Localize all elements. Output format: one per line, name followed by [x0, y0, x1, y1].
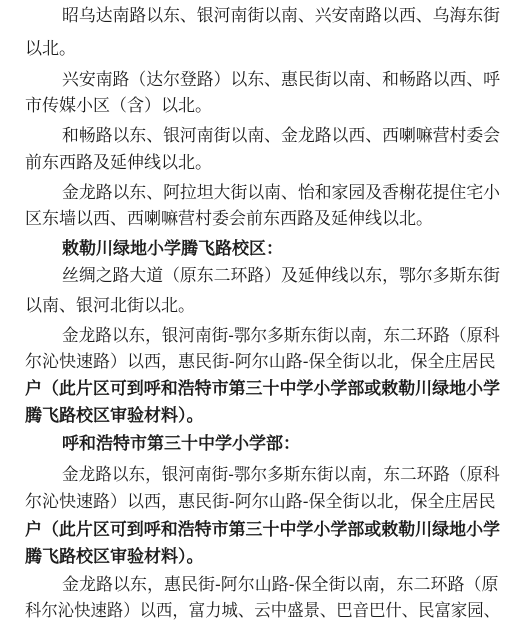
text-line: 丝绸之路大道（原东二环路）及延伸线以东，鄂尔多斯东街	[62, 266, 501, 286]
section-heading: 敕勒川绿地小学腾飞路校区：	[62, 239, 283, 259]
text-line: 以北。	[25, 39, 76, 59]
text-line: 市传媒小区（含）以北。	[25, 96, 212, 116]
text-line: 兴安南路（达尔登路）以东、惠民街以南、和畅路以西、呼	[62, 70, 501, 90]
text-line: 金龙路以东、阿拉坦大街以南、怡和家园及香榭花提住宅小	[62, 183, 501, 203]
text-line: 户（此片区可到呼和浩特市第三十中学小学部或敕勒川绿地小学	[25, 379, 501, 399]
text-line: 金龙路以东，银河南街-鄂尔多斯东街以南，东二环路（原科	[62, 465, 500, 485]
text-line: 户（此片区可到呼和浩特市第三十中学小学部或敕勒川绿地小学	[25, 520, 501, 540]
text-line: 尔沁快速路）以西，惠民街-阿尔山路-保全街以北，保全庄居民	[25, 492, 496, 512]
text-line: 前东西路及延伸线以北。	[25, 153, 212, 173]
text-line: 尔沁快速路）以西，惠民街-阿尔山路-保全街以北，保全庄居民	[25, 352, 496, 372]
text-line: 金龙路以东，惠民街-阿尔山路-保全街以南，东二环路（原	[62, 575, 499, 595]
text-line: 金龙路以东，银河南街-鄂尔多斯东街以南，东二环路（原科	[62, 326, 500, 346]
text-line: 腾飞路校区审验材料）。	[25, 406, 204, 426]
text-line: 科尔沁快速路）以西，富力城、云中盛景、巴音巴什、民富家园、	[25, 601, 501, 621]
text-line: 腾飞路校区审验材料）。	[25, 547, 204, 567]
text-line: 以南、银河北街以北。	[25, 296, 195, 316]
section-heading: 呼和浩特市第三十中学小学部：	[62, 434, 300, 454]
text-line: 昭乌达南路以东、银河南街以南、兴安南路以西、乌海东街	[62, 6, 501, 26]
text-line: 区东墙以西、西喇嘛营村委会前东西路及延伸线以北。	[25, 209, 433, 229]
text-line: 和畅路以东、银河南街以南、金龙路以西、西喇嘛营村委会	[62, 126, 501, 146]
